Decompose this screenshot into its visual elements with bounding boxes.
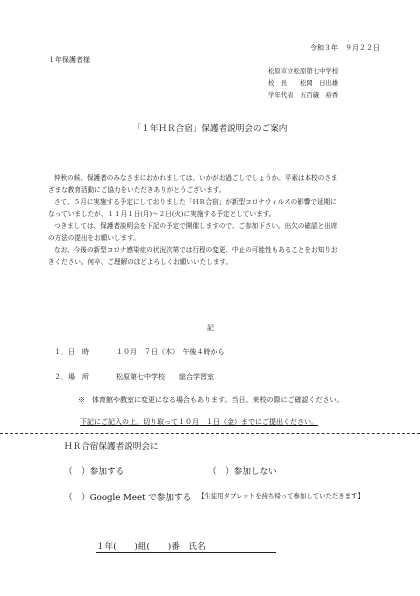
item-place-value: 松原第七中学校 総合学習室 bbox=[116, 373, 214, 381]
body-line: さて、５月に実施する予定にしておりました「ＨＲ合宿」が新型コロナウィルスの影響で延期に bbox=[54, 198, 337, 206]
name-entry-row[interactable] bbox=[96, 540, 206, 552]
document-title: 「１年ＨＲ合宿」保護者説明会のご案内 bbox=[132, 124, 288, 134]
body-line: なお、今後の新型コロナ感染症の状況次第では行程の変更、中止の可能性もあることをお知りお bbox=[54, 246, 338, 254]
body-line: つきましては、保護者説明会を下記の予定で開催しますので、ご参加下さい。出欠の確認と出席 bbox=[54, 222, 338, 230]
option-absent[interactable]: （ ）参加しない bbox=[208, 467, 277, 477]
form-title: ＨＲ合宿保護者説明会に bbox=[64, 442, 159, 452]
cut-line bbox=[0, 433, 420, 434]
number-name-label: )番 氏名 bbox=[167, 542, 206, 552]
submission-instruction: 下記にご記入の上，切り取って１０月 １日（金）までにご提出ください。 bbox=[80, 418, 318, 426]
name-underline bbox=[96, 552, 276, 553]
body-line: きください。何卒、ご理解のほどよろしくお願いいたします。 bbox=[48, 258, 233, 266]
body-line: なっていましたが、１１月１日(月)～２日(火)に実施する予定としています。 bbox=[48, 210, 276, 218]
body-line: 仲秋の候、保護者のみなさまにおかれましては、いかがお過ごしでしょうか。平素は本校のさま bbox=[54, 174, 338, 182]
class-label: )組( bbox=[134, 542, 150, 552]
grade-representative: 学年代表 五百蔵 裕香 bbox=[268, 91, 339, 99]
ki-heading: 記 bbox=[207, 324, 214, 332]
note: ※ 体育館や教室に変更になる場合もあります。当日、来校の際にご確認ください。 bbox=[78, 396, 344, 404]
recipient: １年保護者様 bbox=[48, 56, 90, 64]
option-google-meet[interactable]: （ ）Google Meet で参加する bbox=[64, 493, 192, 503]
date: 令和３年 ９月２２日 bbox=[310, 44, 380, 52]
grade-label: １年( bbox=[96, 542, 117, 552]
body-line: ざまな教育活動にご協力をいただきありがとうございます。 bbox=[48, 186, 226, 194]
item-datetime-label: １．日 時 bbox=[54, 348, 89, 356]
principal: 校 長 松岡 日出雄 bbox=[268, 79, 339, 87]
item-datetime-value: １０月 ７日（木） 午後４時から bbox=[116, 348, 225, 356]
body-line: の方法の提出をお願いします。 bbox=[48, 234, 140, 242]
google-meet-note: 【生徒用タブレットを持ち帰って参加していただきます】 bbox=[198, 492, 364, 500]
item-place-label: ２．場 所 bbox=[54, 373, 89, 381]
school-name: 松原市立松原第七中学校 bbox=[268, 67, 339, 75]
option-attend[interactable]: （ ）参加する bbox=[64, 467, 125, 477]
